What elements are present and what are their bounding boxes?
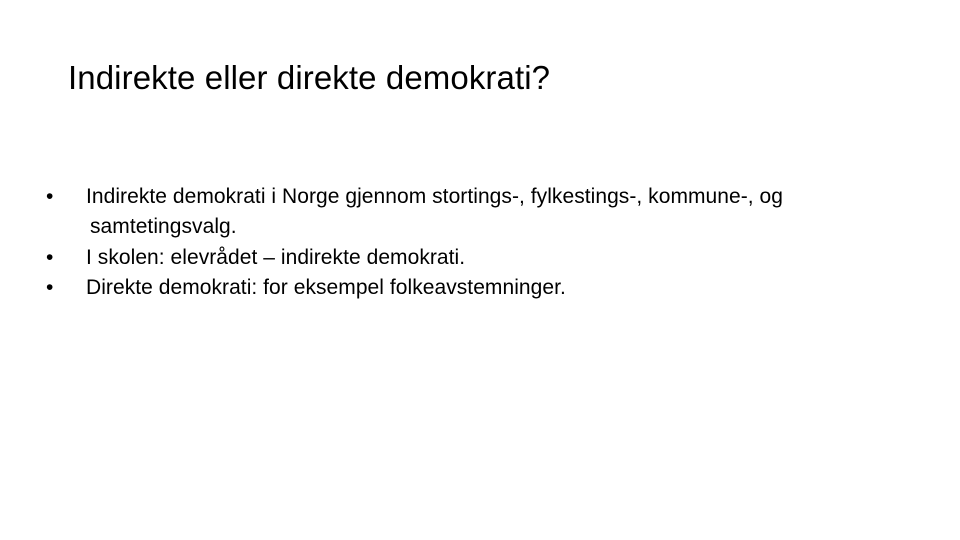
bullet-marker-icon: • [46,276,54,300]
bullet-marker-icon: • [46,245,54,269]
page-title: Indirekte eller direkte demokrati? [68,59,551,96]
list-item-label: Direkte demokrati: for eksempel folkeavstemninger. [86,276,566,300]
slide-body [46,182,888,304]
list-item [46,273,888,303]
list-item [46,243,888,273]
list-item-label: I skolen: elevrådet – indirekte demokrati. [86,245,466,269]
list-item-label: Indirekte demokrati i Norge gjennom stortings-, fylkestings-, kommune-, og samtetingsvalg. [86,185,783,238]
list-item [46,182,888,242]
bullet-marker-icon: • [46,185,54,208]
